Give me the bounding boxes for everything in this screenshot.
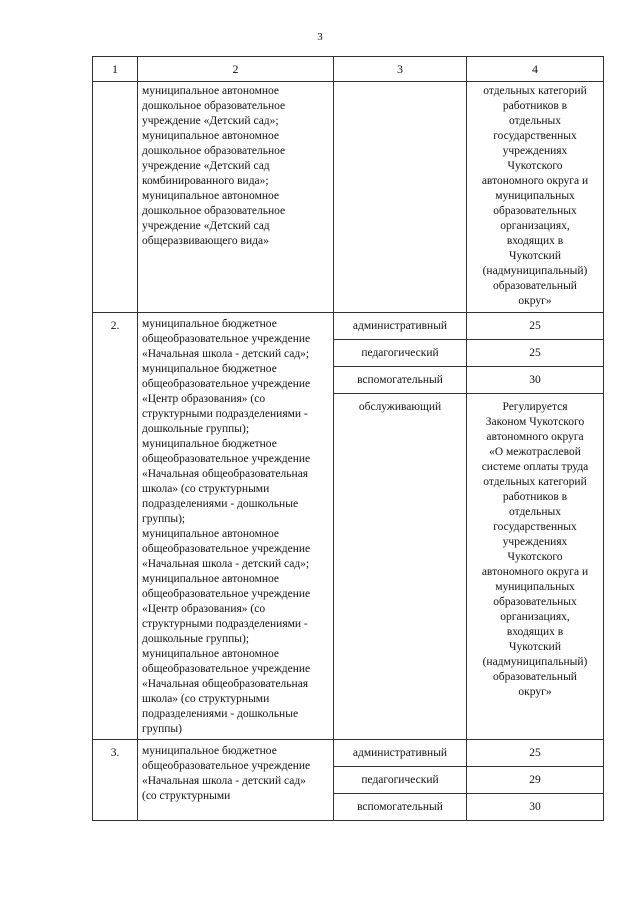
- value-cell: отдельных категорий работников в отдельных государственных учреждениях Чукотского автономного округа и муниципальных образовательных организациях, входящих в Чукотский (надмуниципальный) образовательный округ»: [467, 82, 604, 313]
- header-cell: 1: [93, 57, 138, 82]
- value-cell: 25: [467, 740, 604, 767]
- header-cell: 3: [334, 57, 467, 82]
- category-cell: административный: [334, 313, 467, 340]
- category-cell: обслуживающий: [334, 394, 467, 740]
- category-cell: педагогический: [334, 340, 467, 367]
- value-cell: 30: [467, 794, 604, 821]
- table-row: [93, 313, 604, 340]
- value-cell: Регулируется Законом Чукотского автономного округа «О межотраслевой системе оплаты труда отдельных категорий работников в отдельных государственных учреждениях Чукотского автономного округа и муниципальных образовательных организациях, входящих в Чукотский (надмуниципальный) образовательный округ»: [467, 394, 604, 740]
- category-cell: [334, 82, 467, 313]
- row-number-cell: 3.: [93, 740, 138, 821]
- table-row: [93, 740, 604, 767]
- row-number-cell: 2.: [93, 313, 138, 740]
- salary-table: [92, 56, 604, 821]
- header-cell: 2: [138, 57, 334, 82]
- table-header-row: [93, 57, 604, 82]
- category-cell: вспомогательный: [334, 367, 467, 394]
- value-cell: 25: [467, 340, 604, 367]
- category-cell: педагогический: [334, 767, 467, 794]
- category-cell: административный: [334, 740, 467, 767]
- page-number: 3: [317, 31, 323, 43]
- institutions-cell: муниципальное бюджетное общеобразовательное учреждение «Начальная школа - детский сад»; муниципальное бюджетное общеобразовательное учреждение «Центр образования» (со структурными подразделениями - дошкольные группы); муниципальное бюджетное общеобразовательное учреждение «Начальная общеобразовательная школа» (со структурными подразделениями - дошкольные группы); муниципальное автономное общеобразовательное учреждение «Начальная школа - детский сад»; муниципальное автономное общеобразовательное учреждение «Центр образования» (со структурными подразделениями - дошкольные группы); муниципальное автономное общеобразовательное учреждение «Начальная общеобразовательная школа» (со структурными подразделениями - дошкольные группы): [138, 313, 334, 740]
- institutions-cell: муниципальное автономное дошкольное образовательное учреждение «Детский сад»; муниципальное автономное дошкольное образовательное учреждение «Детский сад комбинированного вида»; муниципальное автономное дошкольное образовательное учреждение «Детский сад общеразвивающего вида»: [138, 82, 334, 313]
- table-row: [93, 82, 604, 313]
- value-cell: 25: [467, 313, 604, 340]
- category-cell: вспомогательный: [334, 794, 467, 821]
- row-number-cell: [93, 82, 138, 313]
- value-cell: 29: [467, 767, 604, 794]
- value-cell: 30: [467, 367, 604, 394]
- header-cell: 4: [467, 57, 604, 82]
- institutions-cell: муниципальное бюджетное общеобразовательное учреждение «Начальная школа - детский сад» (со структурными: [138, 740, 334, 821]
